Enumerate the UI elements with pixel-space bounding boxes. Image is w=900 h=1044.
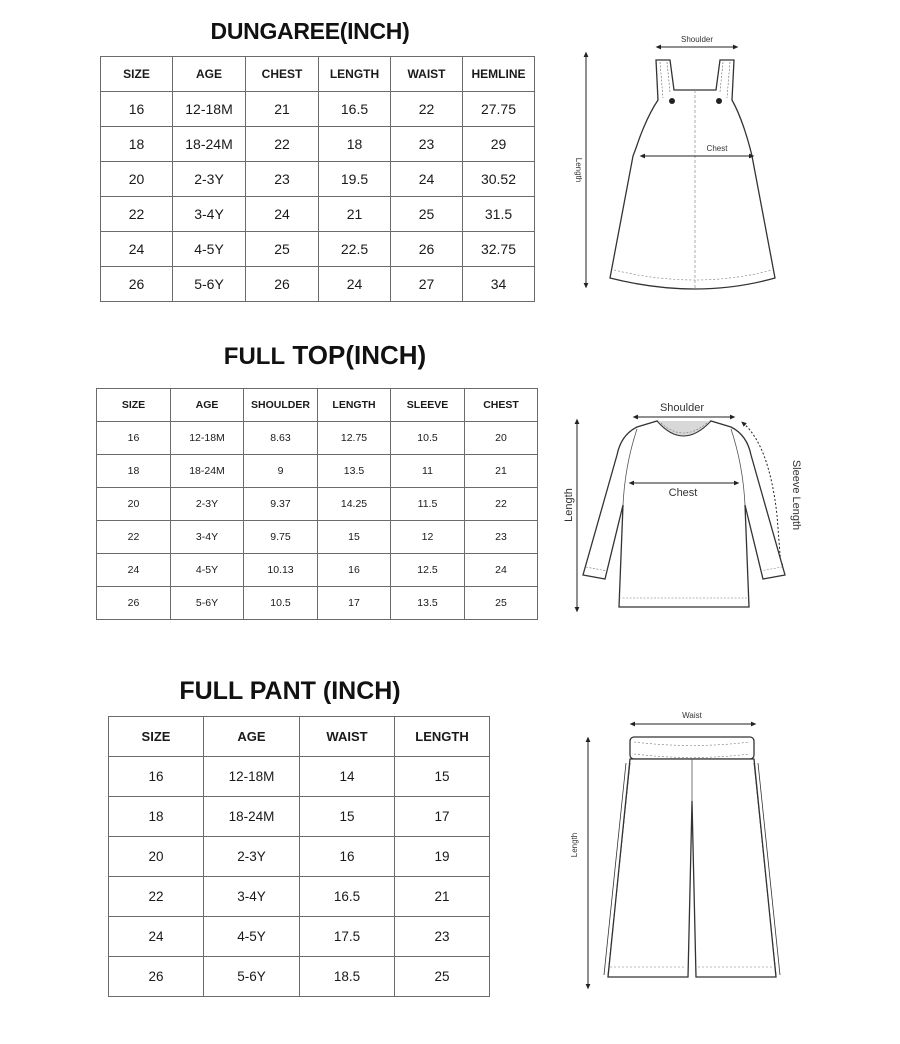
dungaree-table-row — [101, 92, 535, 127]
dungaree-shoulder-label: Shoulder — [680, 35, 714, 44]
dungaree-table-cell: 23 — [246, 162, 319, 197]
dungaree-table-cell: 30.52 — [463, 162, 535, 197]
dungaree-table-row — [101, 267, 535, 302]
dungaree-table-cell: 27 — [391, 267, 463, 302]
dungaree-table-cell: 25 — [391, 197, 463, 232]
dungaree-table-cell: 18-24M — [173, 127, 246, 162]
dungaree-table-cell: 12-18M — [173, 92, 246, 127]
top-table-cell: 9.37 — [244, 488, 318, 521]
top-table-cell: 17 — [318, 587, 391, 620]
top-table-cell: 8.63 — [244, 422, 318, 455]
top-diagram — [555, 395, 815, 620]
pant-table-cell: 24 — [109, 917, 204, 957]
top-title — [160, 340, 490, 371]
top-table-cell: 9.75 — [244, 521, 318, 554]
pant-table-cell: 16 — [109, 757, 204, 797]
dungaree-table-cell: 16.5 — [319, 92, 391, 127]
top-table-cell: 11.5 — [391, 488, 465, 521]
pant-header-cell: WAIST — [300, 717, 395, 757]
pant-table-cell: 21 — [395, 877, 490, 917]
pant-table-cell: 14 — [300, 757, 395, 797]
dungaree-table-cell: 26 — [246, 267, 319, 302]
top-length-label: Length — [563, 488, 575, 522]
pant-table-row — [109, 957, 490, 997]
pant-table-cell: 15 — [395, 757, 490, 797]
top-table-row — [97, 554, 538, 587]
top-table-cell: 20 — [465, 422, 538, 455]
pant-table-cell: 22 — [109, 877, 204, 917]
top-table-cell: 22 — [97, 521, 171, 554]
pant-length-label: Length — [570, 832, 579, 858]
top-table-cell: 12-18M — [171, 422, 244, 455]
pant-table-row — [109, 837, 490, 877]
pant-header-cell: LENGTH — [395, 717, 490, 757]
dungaree-table-cell: 24 — [391, 162, 463, 197]
top-shoulder-label: Shoulder — [659, 402, 705, 414]
top-header-cell: LENGTH — [318, 389, 391, 422]
top-table-cell: 16 — [318, 554, 391, 587]
top-table-cell: 10.5 — [391, 422, 465, 455]
pant-table-cell: 25 — [395, 957, 490, 997]
top-table-cell: 24 — [97, 554, 171, 587]
top-table-cell: 2-3Y — [171, 488, 244, 521]
pant-table-cell: 16.5 — [300, 877, 395, 917]
top-table-cell: 13.5 — [318, 455, 391, 488]
top-table-row — [97, 587, 538, 620]
dungaree-table-cell: 22.5 — [319, 232, 391, 267]
top-table-cell: 12.5 — [391, 554, 465, 587]
pant-header-row — [109, 717, 490, 757]
pant-table-cell: 19 — [395, 837, 490, 877]
top-header-cell: AGE — [171, 389, 244, 422]
dungaree-table-cell: 3-4Y — [173, 197, 246, 232]
pant-table-cell: 2-3Y — [204, 837, 300, 877]
top-header-cell: SLEEVE — [391, 389, 465, 422]
dungaree-header-cell: SIZE — [101, 57, 173, 92]
top-chest-label: Chest — [668, 487, 698, 499]
dungaree-table-row — [101, 197, 535, 232]
top-table-row — [97, 521, 538, 554]
pant-table-row — [109, 757, 490, 797]
top-table-cell: 26 — [97, 587, 171, 620]
dungaree-table-cell: 22 — [246, 127, 319, 162]
pant-table-cell: 3-4Y — [204, 877, 300, 917]
pant-header-cell: SIZE — [109, 717, 204, 757]
dungaree-table-cell: 22 — [391, 92, 463, 127]
pant-table-row — [109, 917, 490, 957]
pant-table-cell: 23 — [395, 917, 490, 957]
pant-table-cell: 16 — [300, 837, 395, 877]
top-table-cell: 18 — [97, 455, 171, 488]
top-table-row — [97, 488, 538, 521]
pant-table-cell: 17 — [395, 797, 490, 837]
dungaree-header-cell: HEMLINE — [463, 57, 535, 92]
pant-table-cell: 18.5 — [300, 957, 395, 997]
top-table-cell: 23 — [465, 521, 538, 554]
top-header-cell: SIZE — [97, 389, 171, 422]
pant-table-cell: 4-5Y — [204, 917, 300, 957]
dungaree-table-cell: 20 — [101, 162, 173, 197]
dungaree-button-right-icon — [716, 98, 722, 104]
top-table-cell: 13.5 — [391, 587, 465, 620]
top-size-table — [96, 388, 538, 620]
dungaree-table-cell: 23 — [391, 127, 463, 162]
top-table-row — [97, 422, 538, 455]
dungaree-table-cell: 31.5 — [463, 197, 535, 232]
pant-table-cell: 12-18M — [204, 757, 300, 797]
top-table-cell: 16 — [97, 422, 171, 455]
top-table-cell: 3-4Y — [171, 521, 244, 554]
dungaree-header-cell: WAIST — [391, 57, 463, 92]
dungaree-diagram — [570, 30, 800, 310]
top-title-part1: FULL — [223, 343, 286, 370]
dungaree-table-cell: 25 — [246, 232, 319, 267]
top-table-cell: 9 — [244, 455, 318, 488]
pant-table-row — [109, 877, 490, 917]
dungaree-table-cell: 24 — [246, 197, 319, 232]
top-table-cell: 10.13 — [244, 554, 318, 587]
dungaree-header-cell: AGE — [173, 57, 246, 92]
top-title-part2: TOP(INCH) — [292, 340, 427, 370]
dungaree-table-cell: 26 — [101, 267, 173, 302]
dungaree-table-cell: 24 — [319, 267, 391, 302]
pant-table-cell: 15 — [300, 797, 395, 837]
top-table-cell: 18-24M — [171, 455, 244, 488]
top-table-cell: 24 — [465, 554, 538, 587]
dungaree-table-row — [101, 232, 535, 267]
dungaree-button-left-icon — [669, 98, 675, 104]
top-table-cell: 4-5Y — [171, 554, 244, 587]
dungaree-size-table — [100, 56, 535, 302]
dungaree-table-cell: 27.75 — [463, 92, 535, 127]
pant-table-cell: 18 — [109, 797, 204, 837]
pant-table-row — [109, 797, 490, 837]
top-table-cell: 10.5 — [244, 587, 318, 620]
pant-table-cell: 5-6Y — [204, 957, 300, 997]
top-table-cell: 15 — [318, 521, 391, 554]
dungaree-table-cell: 18 — [319, 127, 391, 162]
top-sleeve-label: Sleeve Length — [790, 459, 802, 531]
top-table-cell: 14.25 — [318, 488, 391, 521]
dungaree-table-cell: 34 — [463, 267, 535, 302]
dungaree-table-cell: 4-5Y — [173, 232, 246, 267]
pant-table-cell: 18-24M — [204, 797, 300, 837]
pant-size-table — [108, 716, 490, 997]
top-header-cell: CHEST — [465, 389, 538, 422]
dungaree-table-cell: 21 — [319, 197, 391, 232]
dungaree-table-cell: 18 — [101, 127, 173, 162]
pant-diagram — [560, 705, 780, 995]
top-table-cell: 12.75 — [318, 422, 391, 455]
pant-table-cell: 17.5 — [300, 917, 395, 957]
top-table-cell: 20 — [97, 488, 171, 521]
top-header-row — [97, 389, 538, 422]
dungaree-table-cell: 32.75 — [463, 232, 535, 267]
dungaree-header-cell: LENGTH — [319, 57, 391, 92]
dungaree-table-row — [101, 162, 535, 197]
top-table-cell: 5-6Y — [171, 587, 244, 620]
dungaree-length-label: Length — [574, 157, 583, 183]
top-table-row — [97, 455, 538, 488]
dungaree-table-cell: 26 — [391, 232, 463, 267]
top-table-cell: 11 — [391, 455, 465, 488]
top-outline-icon — [583, 421, 785, 607]
dungaree-header-cell: CHEST — [246, 57, 319, 92]
dungaree-table-cell: 19.5 — [319, 162, 391, 197]
dungaree-table-cell: 5-6Y — [173, 267, 246, 302]
dungaree-table-cell: 2-3Y — [173, 162, 246, 197]
pant-waist-label: Waist — [682, 711, 702, 720]
top-table-cell: 25 — [465, 587, 538, 620]
dungaree-table-cell: 24 — [101, 232, 173, 267]
dungaree-table-cell: 29 — [463, 127, 535, 162]
top-table-cell: 12 — [391, 521, 465, 554]
dungaree-title: DUNGAREE(INCH) — [210, 18, 410, 44]
pant-table-cell: 20 — [109, 837, 204, 877]
pant-header-cell: AGE — [204, 717, 300, 757]
top-header-cell: SHOULDER — [244, 389, 318, 422]
dungaree-outline-icon — [610, 60, 775, 289]
dungaree-chest-label: Chest — [706, 144, 728, 153]
top-table-cell: 22 — [465, 488, 538, 521]
pant-table-cell: 26 — [109, 957, 204, 997]
dungaree-table-cell: 21 — [246, 92, 319, 127]
dungaree-header-row — [101, 57, 535, 92]
dungaree-table-cell: 22 — [101, 197, 173, 232]
pant-title: FULL PANT (INCH) — [179, 677, 401, 705]
top-table-cell: 21 — [465, 455, 538, 488]
dungaree-table-row — [101, 127, 535, 162]
dungaree-table-cell: 16 — [101, 92, 173, 127]
